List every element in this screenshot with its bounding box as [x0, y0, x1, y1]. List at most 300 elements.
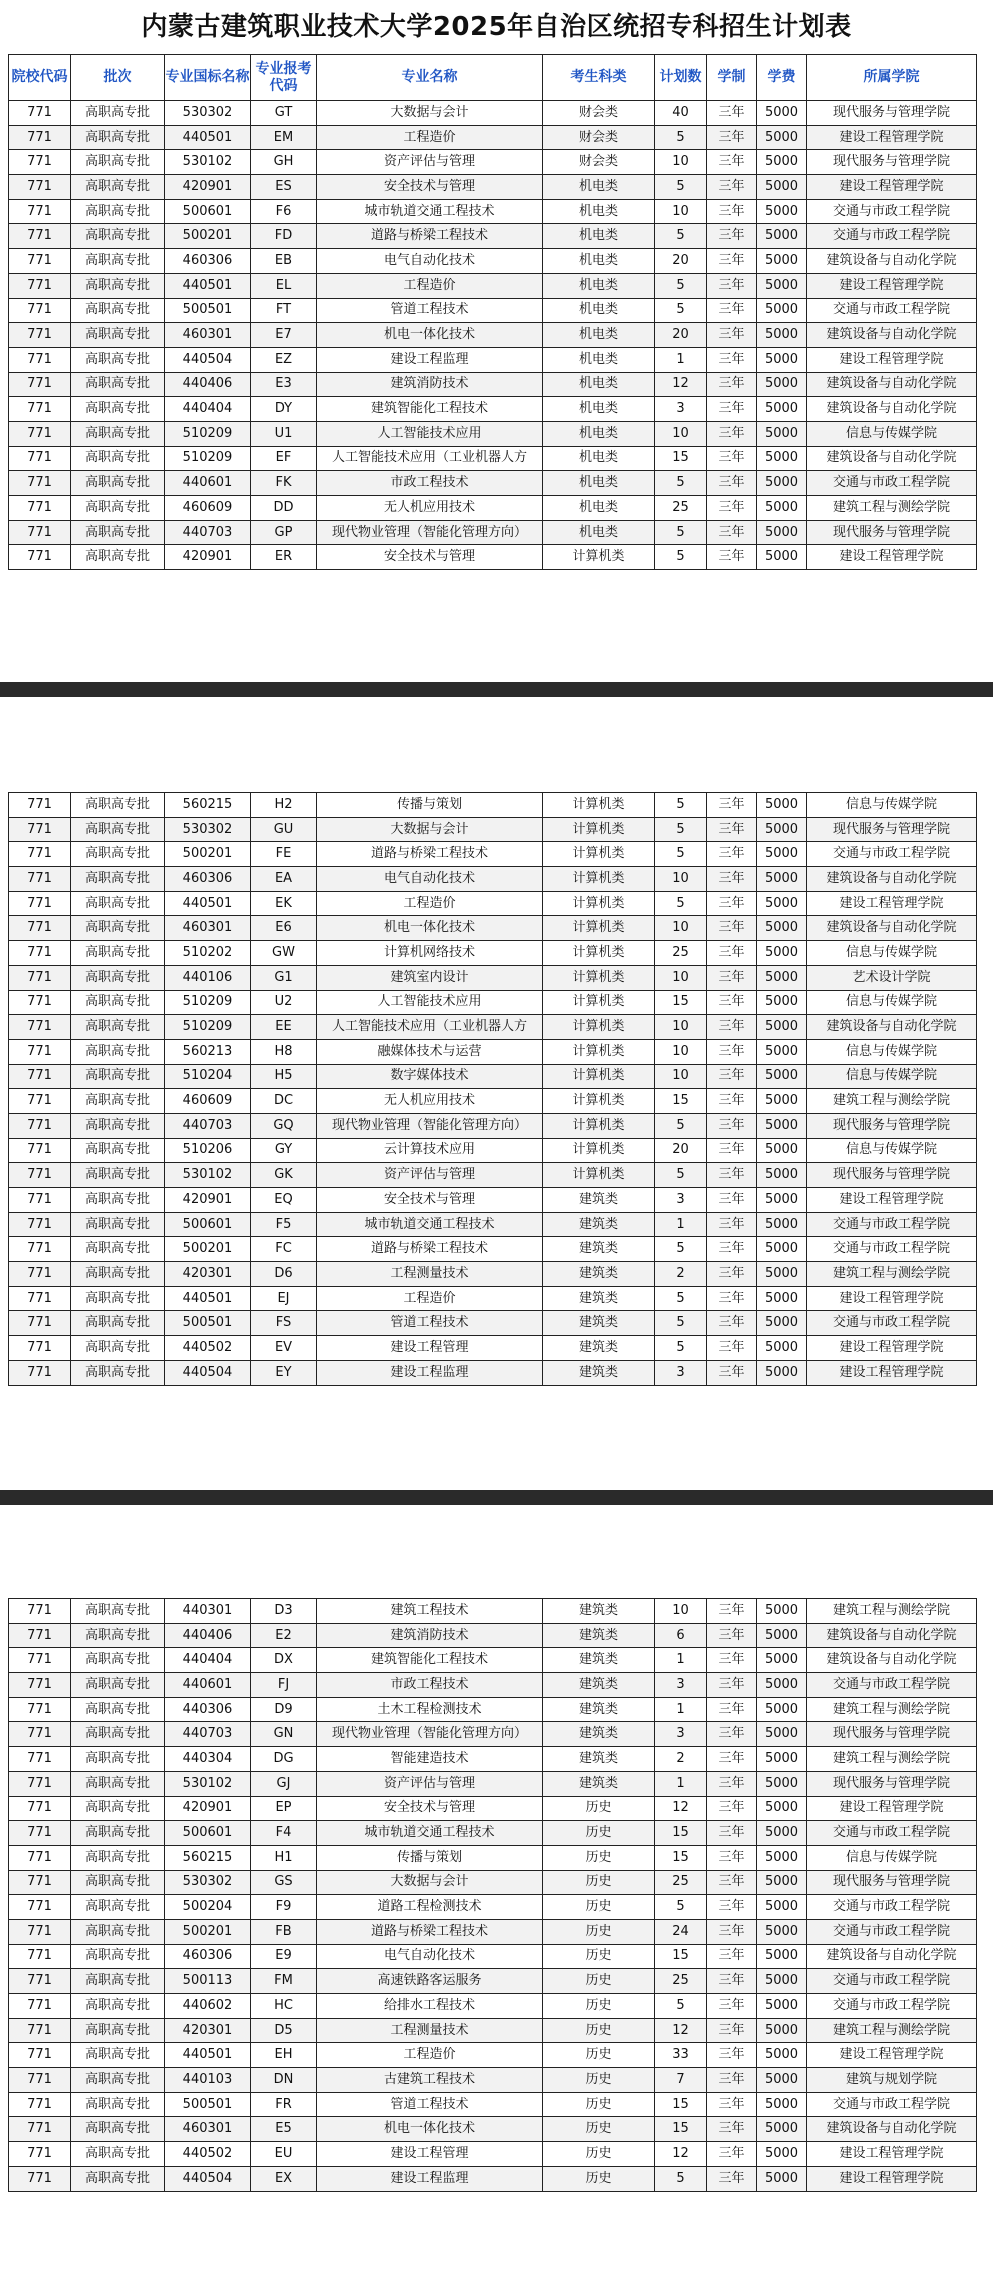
table-cell: 高职高专批 [71, 1771, 165, 1796]
table-cell: EV [251, 1336, 317, 1361]
table-cell: 771 [9, 891, 71, 916]
table-cell: 历史 [543, 1944, 655, 1969]
table-cell: 机电类 [543, 249, 655, 274]
table-cell: 5000 [757, 1648, 807, 1673]
table-cell: 建筑类 [543, 1697, 655, 1722]
table-row [9, 1237, 977, 1262]
table-cell: 771 [9, 1212, 71, 1237]
table-cell: 三年 [707, 446, 757, 471]
table-cell: 5000 [757, 1969, 807, 1994]
table-cell: GK [251, 1163, 317, 1188]
table-cell: 交通与市政工程学院 [807, 1311, 977, 1336]
table-cell: 建设工程管理学院 [807, 273, 977, 298]
table-cell: 20 [655, 1138, 707, 1163]
table-cell: 现代服务与管理学院 [807, 1870, 977, 1895]
table-row [9, 446, 977, 471]
table-cell: 建设工程管理学院 [807, 2166, 977, 2191]
table-cell: 建筑工程与测绘学院 [807, 1262, 977, 1287]
table-cell: 5000 [757, 990, 807, 1015]
table-cell: 771 [9, 1697, 71, 1722]
table-cell: 三年 [707, 471, 757, 496]
table-cell: 人工智能技术应用 [317, 421, 543, 446]
table-cell: FM [251, 1969, 317, 1994]
table-cell: 5 [655, 1113, 707, 1138]
table-cell: 三年 [707, 1237, 757, 1262]
table-cell: 6 [655, 1623, 707, 1648]
header-cell: 专业国标名称 [165, 55, 251, 101]
table-cell: 建设工程管理学院 [807, 1360, 977, 1385]
table-cell: 三年 [707, 397, 757, 422]
table-cell: 5000 [757, 1336, 807, 1361]
table-cell: 高职高专批 [71, 2068, 165, 2093]
table-cell: 5 [655, 545, 707, 570]
header-cell: 批次 [71, 55, 165, 101]
table-row [9, 891, 977, 916]
table-cell: 现代物业管理（智能化管理方向） [317, 1722, 543, 1747]
table-cell: 5000 [757, 372, 807, 397]
table-row [9, 2142, 977, 2167]
table-cell: 建筑设备与自动化学院 [807, 323, 977, 348]
table-cell: 历史 [543, 1870, 655, 1895]
table-cell: 高职高专批 [71, 1969, 165, 1994]
table-cell: 5000 [757, 347, 807, 372]
table-cell: 交通与市政工程学院 [807, 1237, 977, 1262]
table-cell: 高职高专批 [71, 2092, 165, 2117]
table-cell: 500601 [165, 199, 251, 224]
table-row [9, 2092, 977, 2117]
table-cell: 给排水工程技术 [317, 1994, 543, 2019]
table-cell: 高职高专批 [71, 891, 165, 916]
table-cell: 三年 [707, 421, 757, 446]
page-divider [0, 1490, 993, 1505]
table-cell: 15 [655, 446, 707, 471]
table-cell: 交通与市政工程学院 [807, 842, 977, 867]
table-cell: 三年 [707, 867, 757, 892]
table-row [9, 496, 977, 521]
table-cell: 高职高专批 [71, 1089, 165, 1114]
table-cell: 三年 [707, 1697, 757, 1722]
table-cell: EP [251, 1796, 317, 1821]
table-cell: 500501 [165, 1311, 251, 1336]
table-cell: 建设工程监理 [317, 2166, 543, 2191]
table-cell: 信息与传媒学院 [807, 1138, 977, 1163]
table-cell: 440304 [165, 1747, 251, 1772]
table-cell: 现代服务与管理学院 [807, 817, 977, 842]
table-cell: 建筑类 [543, 1262, 655, 1287]
table-cell: 25 [655, 1870, 707, 1895]
table-cell: 771 [9, 101, 71, 126]
table-cell: 工程造价 [317, 1286, 543, 1311]
table-cell: 500201 [165, 224, 251, 249]
table-cell: 智能建造技术 [317, 1747, 543, 1772]
table-cell: 高职高专批 [71, 1138, 165, 1163]
table-cell: 计算机类 [543, 1138, 655, 1163]
table-cell: 大数据与会计 [317, 101, 543, 126]
table-cell: GS [251, 1870, 317, 1895]
table-cell: 工程造价 [317, 891, 543, 916]
table-cell: 771 [9, 1360, 71, 1385]
table-cell: 10 [655, 421, 707, 446]
table-cell: 资产评估与管理 [317, 1771, 543, 1796]
table-cell: 道路工程检测技术 [317, 1895, 543, 1920]
table-cell: 交通与市政工程学院 [807, 1673, 977, 1698]
table-cell: 信息与传媒学院 [807, 1845, 977, 1870]
table-cell: 771 [9, 249, 71, 274]
table-cell: 财会类 [543, 101, 655, 126]
table-cell: 计算机类 [543, 941, 655, 966]
table-row [9, 1673, 977, 1698]
table-cell: 771 [9, 1870, 71, 1895]
table-cell: 771 [9, 2018, 71, 2043]
table-cell: 三年 [707, 224, 757, 249]
table-cell: 5000 [757, 1015, 807, 1040]
table-cell: 交通与市政工程学院 [807, 224, 977, 249]
table-row [9, 1039, 977, 1064]
table-cell: 建设工程管理学院 [807, 1188, 977, 1213]
page-divider [0, 682, 993, 697]
table-cell: 高职高专批 [71, 817, 165, 842]
table-cell: 5000 [757, 520, 807, 545]
table-row [9, 941, 977, 966]
table-cell: 15 [655, 1845, 707, 1870]
table-cell: 460301 [165, 916, 251, 941]
table-cell: 建设工程管理学院 [807, 347, 977, 372]
table-cell: 计算机类 [543, 1113, 655, 1138]
table-row [9, 1870, 977, 1895]
table-row [9, 1599, 977, 1624]
table-cell: 5 [655, 1286, 707, 1311]
table-cell: E3 [251, 372, 317, 397]
table-cell: 建筑设备与自动化学院 [807, 372, 977, 397]
table-cell: 560215 [165, 1845, 251, 1870]
table-cell: 三年 [707, 1821, 757, 1846]
table-cell: 5000 [757, 1796, 807, 1821]
table-cell: 机电一体化技术 [317, 916, 543, 941]
table-cell: 500201 [165, 842, 251, 867]
table-cell: 5 [655, 224, 707, 249]
table-cell: 计算机类 [543, 891, 655, 916]
table-cell: 高职高专批 [71, 1919, 165, 1944]
table-cell: 机电类 [543, 199, 655, 224]
table-cell: 道路与桥梁工程技术 [317, 1919, 543, 1944]
table-cell: 3 [655, 1188, 707, 1213]
table-cell: 三年 [707, 2018, 757, 2043]
table-cell: 交通与市政工程学院 [807, 2092, 977, 2117]
table-cell: 信息与传媒学院 [807, 1039, 977, 1064]
table-cell: 高速铁路客运服务 [317, 1969, 543, 1994]
table-row [9, 175, 977, 200]
table-cell: 771 [9, 1944, 71, 1969]
table-cell: 10 [655, 1599, 707, 1624]
table-row [9, 1138, 977, 1163]
table-cell: 计算机类 [543, 842, 655, 867]
table-cell: 高职高专批 [71, 1015, 165, 1040]
table-cell: DG [251, 1747, 317, 1772]
table-cell: 5 [655, 817, 707, 842]
table-cell: 建筑设备与自动化学院 [807, 1623, 977, 1648]
table-row [9, 2166, 977, 2191]
table-cell: 530102 [165, 1163, 251, 1188]
table-cell: 计算机类 [543, 965, 655, 990]
table-row [9, 916, 977, 941]
table-cell: 计算机类 [543, 793, 655, 818]
table-cell: 440406 [165, 1623, 251, 1648]
table-cell: 5000 [757, 1722, 807, 1747]
table-cell: 5000 [757, 2043, 807, 2068]
table-cell: EZ [251, 347, 317, 372]
table-cell: 高职高专批 [71, 1895, 165, 1920]
table-cell: 5000 [757, 2166, 807, 2191]
table-cell: 771 [9, 1163, 71, 1188]
table-cell: 建筑类 [543, 1747, 655, 1772]
table-cell: 440106 [165, 965, 251, 990]
table-cell: 771 [9, 2142, 71, 2167]
table-cell: 三年 [707, 2166, 757, 2191]
table-cell: 三年 [707, 1648, 757, 1673]
table-cell: 5000 [757, 1138, 807, 1163]
table-cell: 1 [655, 1771, 707, 1796]
table-cell: 人工智能技术应用（工业机器人方 [317, 446, 543, 471]
table-cell: 建设工程管理学院 [807, 125, 977, 150]
table-cell: 771 [9, 347, 71, 372]
header-cell: 所属学院 [807, 55, 977, 101]
table-cell: 771 [9, 2117, 71, 2142]
table-cell: FB [251, 1919, 317, 1944]
table-cell: 420901 [165, 1796, 251, 1821]
table-cell: 5000 [757, 446, 807, 471]
table-cell: 人工智能技术应用（工业机器人方 [317, 1015, 543, 1040]
table-cell: DC [251, 1089, 317, 1114]
table-cell: ES [251, 175, 317, 200]
table-cell: 机电一体化技术 [317, 2117, 543, 2142]
table-cell: 建筑消防技术 [317, 1623, 543, 1648]
table-cell: 高职高专批 [71, 1796, 165, 1821]
table-cell: 771 [9, 1138, 71, 1163]
table-cell: 771 [9, 1821, 71, 1846]
table-cell: 5000 [757, 1994, 807, 2019]
table-cell: EA [251, 867, 317, 892]
table-cell: 771 [9, 125, 71, 150]
table-cell: 33 [655, 2043, 707, 2068]
table-cell: 510206 [165, 1138, 251, 1163]
table-cell: 2 [655, 1747, 707, 1772]
table-cell: 500201 [165, 1919, 251, 1944]
table-cell: GH [251, 150, 317, 175]
table-cell: 771 [9, 1039, 71, 1064]
table-cell: D3 [251, 1599, 317, 1624]
table-cell: E6 [251, 916, 317, 941]
table-cell: 建筑设备与自动化学院 [807, 1648, 977, 1673]
table-cell: 建筑类 [543, 1336, 655, 1361]
table-cell: 建设工程监理 [317, 1360, 543, 1385]
table-cell: 460306 [165, 867, 251, 892]
table-row [9, 817, 977, 842]
table-cell: 城市轨道交通工程技术 [317, 1212, 543, 1237]
table-cell: E5 [251, 2117, 317, 2142]
table-cell: 5000 [757, 2142, 807, 2167]
table-cell: 建筑智能化工程技术 [317, 1648, 543, 1673]
table-cell: 建筑类 [543, 1188, 655, 1213]
table-cell: 三年 [707, 1845, 757, 1870]
table-cell: 510202 [165, 941, 251, 966]
table-cell: 建筑类 [543, 1311, 655, 1336]
table-cell: 建筑设备与自动化学院 [807, 2117, 977, 2142]
table-cell: 25 [655, 496, 707, 521]
table-cell: FR [251, 2092, 317, 2117]
table-cell: 三年 [707, 891, 757, 916]
table-cell: 传播与策划 [317, 793, 543, 818]
table-cell: 高职高专批 [71, 1286, 165, 1311]
table-row [9, 1697, 977, 1722]
table-cell: 机电类 [543, 224, 655, 249]
table-cell: 771 [9, 1623, 71, 1648]
table-cell: 5000 [757, 965, 807, 990]
table-row [9, 842, 977, 867]
table-section-2 [8, 792, 976, 1386]
table-cell: 7 [655, 2068, 707, 2093]
table-cell: 建筑类 [543, 1673, 655, 1698]
table-cell: 5000 [757, 1919, 807, 1944]
table-row [9, 990, 977, 1015]
table-cell: 高职高专批 [71, 125, 165, 150]
table-cell: U2 [251, 990, 317, 1015]
table-cell: 计算机类 [543, 1039, 655, 1064]
table-row [9, 1089, 977, 1114]
table-cell: FC [251, 1237, 317, 1262]
table-cell: 无人机应用技术 [317, 1089, 543, 1114]
table-cell: 资产评估与管理 [317, 150, 543, 175]
table-cell: 771 [9, 372, 71, 397]
table-cell: 建筑类 [543, 1648, 655, 1673]
table-cell: 771 [9, 298, 71, 323]
table-cell: 融媒体技术与运营 [317, 1039, 543, 1064]
table-cell: 3 [655, 1360, 707, 1385]
table-cell: 20 [655, 249, 707, 274]
table-section-1 [8, 54, 976, 570]
table-cell: 交通与市政工程学院 [807, 298, 977, 323]
table-cell: 5000 [757, 1113, 807, 1138]
table-cell: 771 [9, 2068, 71, 2093]
table-cell: 计算机类 [543, 817, 655, 842]
table-cell: 建筑设备与自动化学院 [807, 1944, 977, 1969]
table-cell: 三年 [707, 916, 757, 941]
table-cell: 三年 [707, 1188, 757, 1213]
table-cell: 三年 [707, 323, 757, 348]
table-cell: 财会类 [543, 150, 655, 175]
table-cell: 560213 [165, 1039, 251, 1064]
table-cell: 15 [655, 990, 707, 1015]
table-cell: 5000 [757, 1237, 807, 1262]
table-cell: 440504 [165, 2166, 251, 2191]
table-cell: 15 [655, 1089, 707, 1114]
table-cell: 440601 [165, 1673, 251, 1698]
table-cell: 771 [9, 150, 71, 175]
table-cell: 771 [9, 1188, 71, 1213]
table-cell: 建设工程管理学院 [807, 1796, 977, 1821]
table-cell: 财会类 [543, 125, 655, 150]
table-cell: 现代服务与管理学院 [807, 520, 977, 545]
table-row [9, 520, 977, 545]
table-cell: 三年 [707, 175, 757, 200]
table-cell: 数字媒体技术 [317, 1064, 543, 1089]
table-cell: 现代服务与管理学院 [807, 1771, 977, 1796]
table-cell: 771 [9, 1064, 71, 1089]
table-cell: 三年 [707, 2092, 757, 2117]
table-cell: 道路与桥梁工程技术 [317, 224, 543, 249]
table-cell: 3 [655, 1722, 707, 1747]
table-cell: 高职高专批 [71, 1163, 165, 1188]
header-row [9, 55, 977, 101]
table-cell: 440703 [165, 1113, 251, 1138]
table-cell: 771 [9, 1262, 71, 1287]
table-cell: 771 [9, 842, 71, 867]
table-cell: 5000 [757, 545, 807, 570]
table-cell: 771 [9, 990, 71, 1015]
table-cell: 建设工程管理 [317, 1336, 543, 1361]
table-cell: 高职高专批 [71, 2142, 165, 2167]
table-cell: 440502 [165, 1336, 251, 1361]
table-cell: 三年 [707, 842, 757, 867]
table-cell: 420301 [165, 2018, 251, 2043]
table-cell: 5000 [757, 298, 807, 323]
table-cell: 三年 [707, 965, 757, 990]
table-cell: GY [251, 1138, 317, 1163]
table-cell: 三年 [707, 817, 757, 842]
table-cell: 建设工程管理 [317, 2142, 543, 2167]
table-cell: 510209 [165, 421, 251, 446]
table-cell: 三年 [707, 1796, 757, 1821]
table-cell: 历史 [543, 2043, 655, 2068]
table-cell: 771 [9, 1771, 71, 1796]
table-cell: 771 [9, 1113, 71, 1138]
table-cell: 机电类 [543, 347, 655, 372]
table-cell: D5 [251, 2018, 317, 2043]
table-row [9, 101, 977, 126]
table-cell: 现代服务与管理学院 [807, 101, 977, 126]
table-cell: 高职高专批 [71, 1237, 165, 1262]
table-cell: 510209 [165, 1015, 251, 1040]
table-cell: 高职高专批 [71, 793, 165, 818]
table-cell: GN [251, 1722, 317, 1747]
table-cell: 三年 [707, 273, 757, 298]
table-cell: 5000 [757, 175, 807, 200]
table-cell: 高职高专批 [71, 2117, 165, 2142]
table-cell: 安全技术与管理 [317, 545, 543, 570]
table-cell: 500201 [165, 1237, 251, 1262]
table-cell: 440501 [165, 273, 251, 298]
table-cell: 三年 [707, 793, 757, 818]
table-cell: EK [251, 891, 317, 916]
table-cell: 5000 [757, 867, 807, 892]
table-row [9, 1994, 977, 2019]
table-cell: 机电类 [543, 397, 655, 422]
table-cell: 771 [9, 471, 71, 496]
table-cell: 现代服务与管理学院 [807, 1163, 977, 1188]
table-cell: 机电类 [543, 372, 655, 397]
table-cell: 5 [655, 273, 707, 298]
table-cell: 771 [9, 199, 71, 224]
table-cell: 云计算技术应用 [317, 1138, 543, 1163]
table-cell: 历史 [543, 1821, 655, 1846]
table-cell: 440306 [165, 1697, 251, 1722]
table-cell: 建筑设备与自动化学院 [807, 916, 977, 941]
table-cell: G1 [251, 965, 317, 990]
table-cell: 计算机类 [543, 990, 655, 1015]
table-cell: 人工智能技术应用 [317, 990, 543, 1015]
table-cell: 771 [9, 323, 71, 348]
table-cell: 城市轨道交通工程技术 [317, 199, 543, 224]
table-row [9, 1796, 977, 1821]
